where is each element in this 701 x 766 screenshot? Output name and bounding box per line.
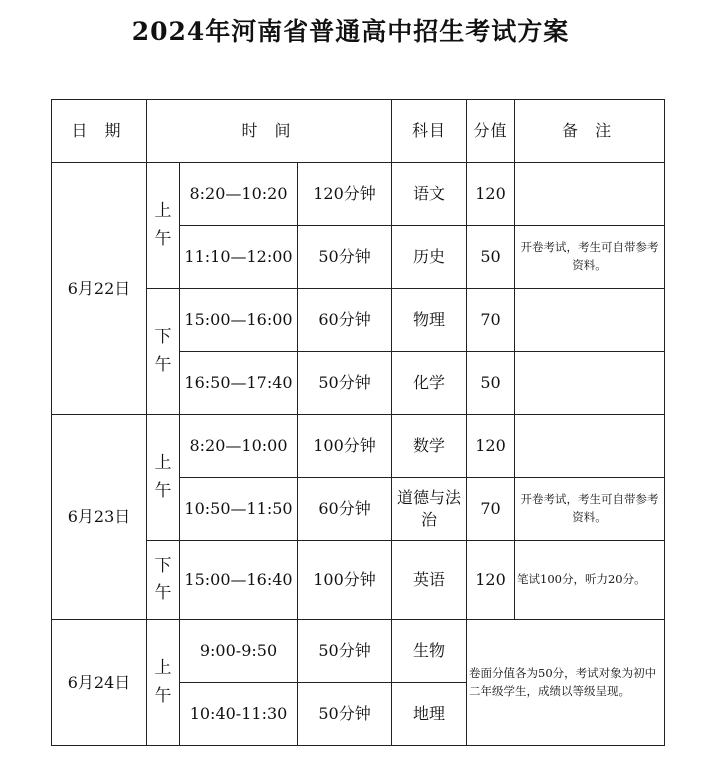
remark-cell xyxy=(515,415,665,478)
time-cell: 10:50—11:50 xyxy=(180,478,298,541)
score-cell: 50 xyxy=(467,352,515,415)
session-am: 上午 xyxy=(147,163,180,289)
header-row xyxy=(52,100,665,163)
subject-cell: 物理 xyxy=(392,289,467,352)
page-title: 2024年河南省普通高中招生考试方案 xyxy=(131,17,570,46)
score-cell: 120 xyxy=(467,163,515,226)
header-remark: 备 注 xyxy=(515,100,665,163)
remark-cell: 笔试100分，听力20分。 xyxy=(515,541,665,620)
table-row xyxy=(52,163,665,226)
time-cell: 8:20—10:00 xyxy=(180,415,298,478)
remark-cell: 开卷考试，考生可自带参考资料。 xyxy=(515,478,665,541)
duration-cell: 60分钟 xyxy=(298,478,392,541)
remark-cell xyxy=(515,163,665,226)
shared-remark-cell: 卷面分值各为50分，考试对象为初中二年级学生，成绩以等级呈现。 xyxy=(467,620,665,746)
subject-cell: 地理 xyxy=(392,683,467,746)
remark-cell: 开卷考试，考生可自带参考资料。 xyxy=(515,226,665,289)
time-cell: 16:50—17:40 xyxy=(180,352,298,415)
time-cell: 11:10—12:00 xyxy=(180,226,298,289)
session-pm: 下午 xyxy=(147,541,180,620)
duration-cell: 50分钟 xyxy=(298,226,392,289)
duration-cell: 50分钟 xyxy=(298,352,392,415)
subject-cell: 化学 xyxy=(392,352,467,415)
header-subject: 科目 xyxy=(392,100,467,163)
subject-cell: 历史 xyxy=(392,226,467,289)
score-cell: 70 xyxy=(467,289,515,352)
duration-cell: 100分钟 xyxy=(298,415,392,478)
duration-cell: 60分钟 xyxy=(298,289,392,352)
subject-cell: 生物 xyxy=(392,620,467,683)
session-am: 上午 xyxy=(147,620,180,746)
header-date: 日 期 xyxy=(52,100,147,163)
date-cell: 6月23日 xyxy=(52,415,147,620)
score-cell: 120 xyxy=(467,415,515,478)
score-cell: 70 xyxy=(467,478,515,541)
session-pm: 下午 xyxy=(147,289,180,415)
time-cell: 8:20—10:20 xyxy=(180,163,298,226)
subject-cell: 道德与法治 xyxy=(392,478,467,541)
table-row xyxy=(52,620,665,683)
session-am: 上午 xyxy=(147,415,180,541)
time-cell: 15:00—16:40 xyxy=(180,541,298,620)
table-row xyxy=(52,415,665,478)
duration-cell: 50分钟 xyxy=(298,620,392,683)
score-cell: 50 xyxy=(467,226,515,289)
exam-schedule-table xyxy=(51,99,665,746)
subject-cell: 语文 xyxy=(392,163,467,226)
duration-cell: 120分钟 xyxy=(298,163,392,226)
header-score: 分值 xyxy=(467,100,515,163)
time-cell: 9:00-9:50 xyxy=(180,620,298,683)
duration-cell: 100分钟 xyxy=(298,541,392,620)
remark-cell xyxy=(515,352,665,415)
date-cell: 6月24日 xyxy=(52,620,147,746)
duration-cell: 50分钟 xyxy=(298,683,392,746)
remark-cell xyxy=(515,289,665,352)
time-cell: 10:40-11:30 xyxy=(180,683,298,746)
date-cell: 6月22日 xyxy=(52,163,147,415)
time-cell: 15:00—16:00 xyxy=(180,289,298,352)
score-cell: 120 xyxy=(467,541,515,620)
subject-cell: 英语 xyxy=(392,541,467,620)
header-time: 时 间 xyxy=(147,100,392,163)
subject-cell: 数学 xyxy=(392,415,467,478)
